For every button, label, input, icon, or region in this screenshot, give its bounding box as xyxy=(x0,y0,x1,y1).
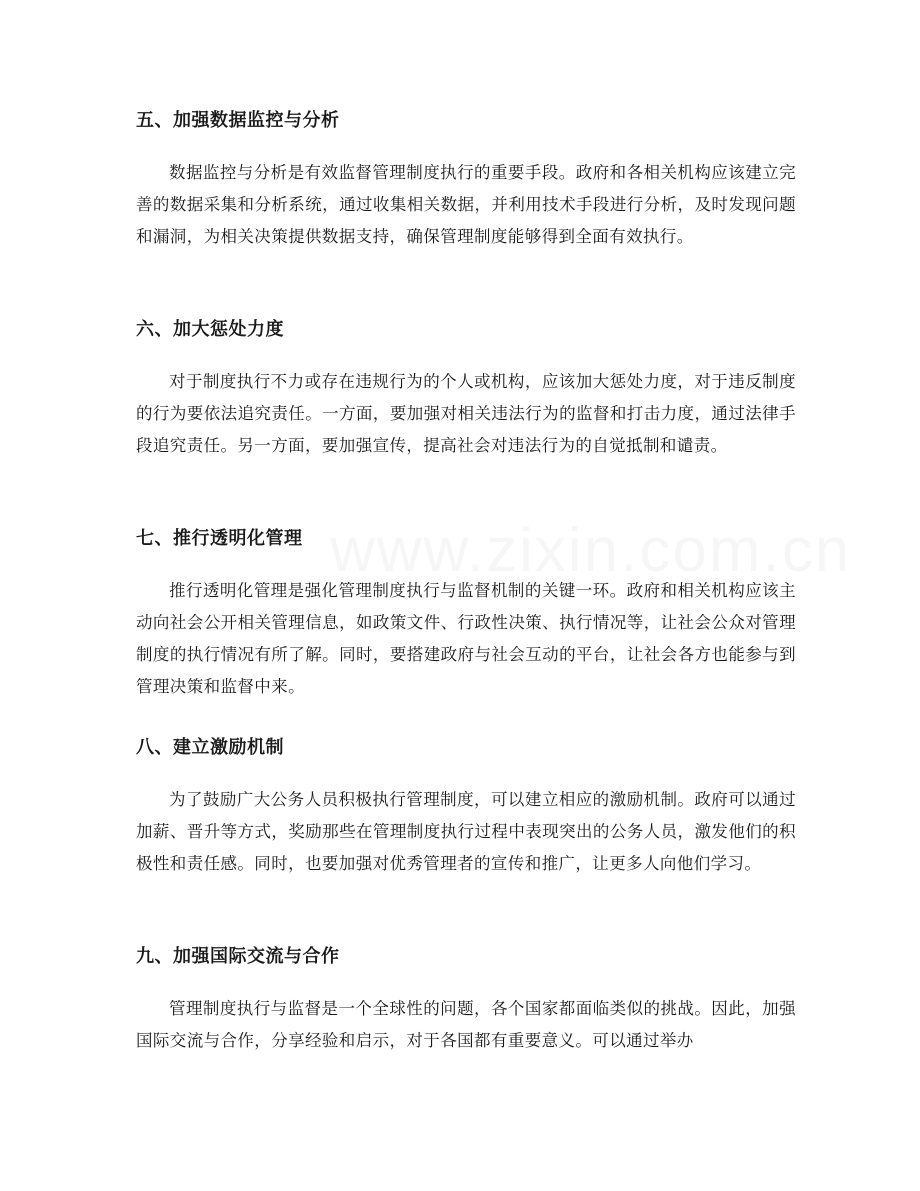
section-heading: 八、建立激励机制 xyxy=(136,737,284,758)
section-5 xyxy=(136,109,796,253)
section-paragraph: 数据监控与分析是有效监督管理制度执行的重要手段。政府和各相关机构应该建立完善的数据采集和分析系统，通过收集相关数据，并利用技术手段进行分析，及时发现问题和漏洞，为相关决策提供数据支持，确保管理制度能够得到全面有效执行。 xyxy=(136,163,796,246)
section-9 xyxy=(136,945,796,1057)
section-heading: 五、加强数据监控与分析 xyxy=(136,110,340,131)
section-paragraph: 为了鼓励广大公务人员积极执行管理制度，可以建立相应的激励机制。政府可以通过加薪、晋升等方式，奖励那些在管理制度执行过程中表现突出的公务人员，激发他们的积极性和责任感。同时，也要加强对优秀管理者的宣传和推广，让更多人向他们学习。 xyxy=(136,790,796,873)
section-paragraph: 管理制度执行与监督是一个全球性的问题，各个国家都面临类似的挑战。因此，加强国际交流与合作，分享经验和启示，对于各国都有重要意义。可以通过举办 xyxy=(136,999,796,1050)
section-8 xyxy=(136,736,796,880)
section-heading: 九、加强国际交流与合作 xyxy=(136,946,340,967)
section-7 xyxy=(136,527,796,703)
section-heading: 六、加大惩处力度 xyxy=(136,319,284,340)
section-heading: 七、推行透明化管理 xyxy=(136,528,303,549)
section-paragraph: 推行透明化管理是强化管理制度执行与监督机制的关键一环。政府和相关机构应该主动向社会公开相关管理信息，如政策文件、行政性决策、执行情况等，让社会公众对管理制度的执行情况有所了解。同时，要搭建政府与社会互动的平台，让社会各方也能参与到管理决策和监督中来。 xyxy=(136,581,796,696)
section-6 xyxy=(136,318,796,462)
section-paragraph: 对于制度执行不力或存在违规行为的个人或机构，应该加大惩处力度，对于违反制度的行为要依法追究责任。一方面，要加强对相关违法行为的监督和打击力度，通过法律手段追究责任。另一方面，要加强宣传，提高社会对违法行为的自觉抵制和谴责。 xyxy=(136,372,796,455)
